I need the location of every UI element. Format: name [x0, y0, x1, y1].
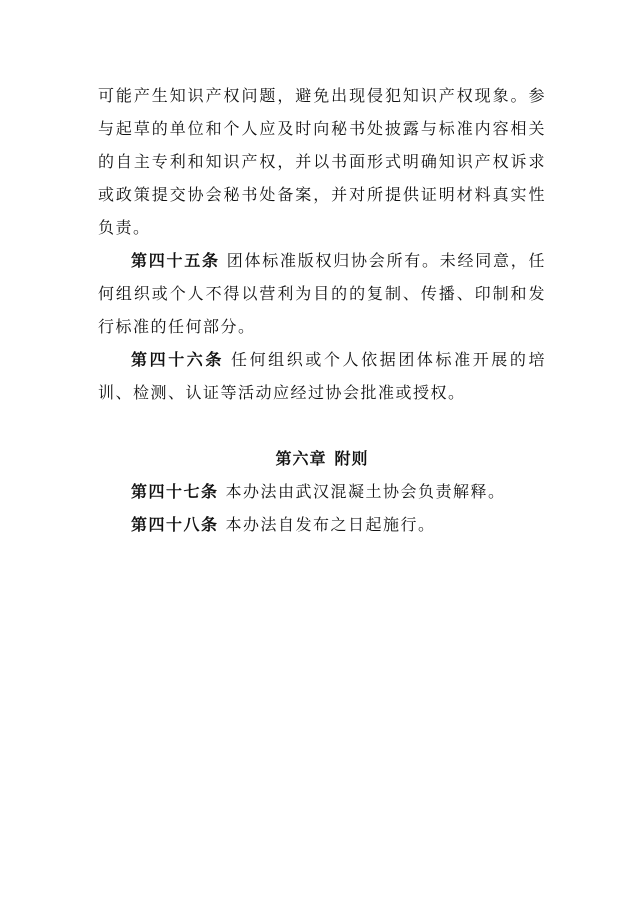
article-45	[98, 244, 546, 343]
continuation-paragraph: 可能产生知识产权问题，避免出现侵犯知识产权现象。参与起草的单位和个人应及时向秘书处披露与标准内容相关的自主专利和知识产权，并以书面形式明确知识产权诉求或政策提交协会秘书处备案，并对所提供证明材料真实性负责。	[98, 86, 546, 237]
article-48-text: 本办法自发布之日起施行。	[225, 515, 436, 534]
article-48-number: 第四十八条	[131, 515, 219, 534]
article-47-text: 本办法由武汉混凝土协会负责解释。	[225, 482, 506, 501]
document-body	[98, 79, 546, 541]
article-46-number: 第四十六条	[131, 350, 224, 369]
chapter-number: 第六章	[275, 449, 327, 468]
article-45-number: 第四十五条	[131, 251, 220, 270]
article-48	[98, 508, 546, 541]
article-46-text: 任何组织或个人依据团体标准开展的培训、检测、认证等活动应经过协会批准或授权。	[98, 350, 546, 402]
article-45-text: 团体标准版权归协会所有。未经同意，任何组织或个人不得以营利为目的的复制、传播、印制和发行标准的任何部分。	[98, 251, 546, 336]
article-47-number: 第四十七条	[131, 482, 219, 501]
chapter-heading	[98, 442, 546, 475]
article-46	[98, 343, 546, 409]
article-47	[98, 475, 546, 508]
chapter-title: 附则	[334, 449, 369, 468]
